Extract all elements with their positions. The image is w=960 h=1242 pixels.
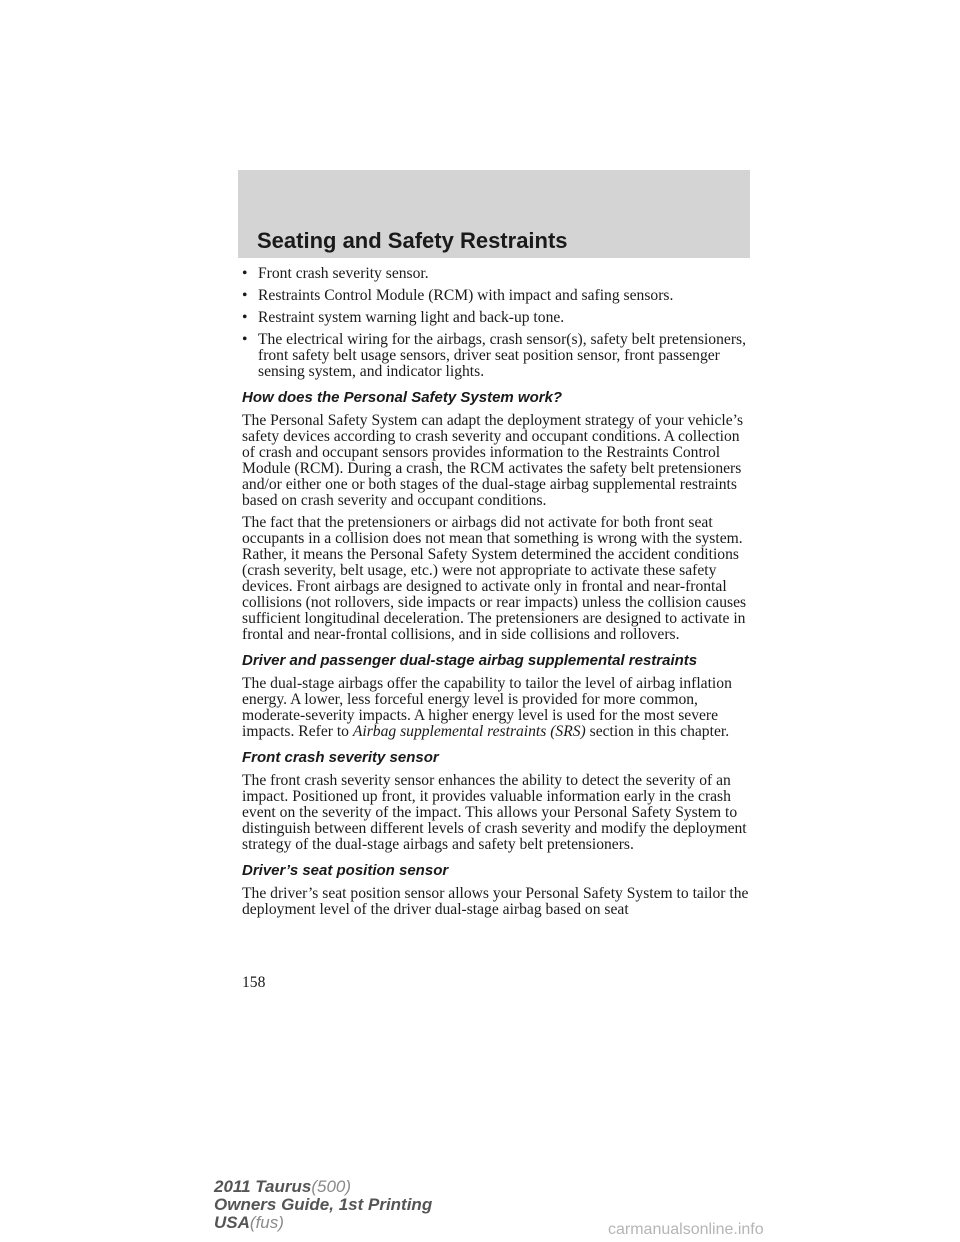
footer-region: USA (214, 1213, 250, 1232)
footer-line-region (214, 1214, 432, 1232)
footer-model-code: (500) (311, 1177, 352, 1196)
bullet-icon: • (242, 287, 248, 304)
bullet-icon: • (242, 309, 248, 326)
bullet-icon: • (242, 331, 248, 348)
section-heading-front-crash-sensor: Front crash severity sensor (242, 749, 439, 766)
paragraph: The driver’s seat position sensor allows your Personal Safety System to tailor the deployment level of the driver dual-stage airbag based on seat (242, 885, 749, 918)
bullet-icon: • (242, 265, 248, 282)
paragraph: The front crash severity sensor enhances the ability to detect the severity of an impact. Positioned up front, it provides valuable information early in the crash event on the severity of the impact. This allows your Personal Safety System to distinguish between different levels of crash severity and modify the deployment strategy of the dual-stage airbags and safety belt pretensioners. (242, 772, 747, 853)
footer-region-code: (fus) (249, 1213, 284, 1232)
list-item (242, 288, 754, 304)
paragraph: The Personal Safety System can adapt the deployment strategy of your vehicle’s safety devices according to crash severity and occupant conditions. A collection of crash and occupant sensors provides information to the Restraints Control Module (RCM). During a crash, the RCM activates the safety belt pretensioners and/or either one or both stages of the dual-stage airbag supplemental restraints based on crash severity and occupant conditions. (242, 412, 744, 509)
paragraph-text: The dual-stage airbags offer the capability to tailor the level of airbag inflation energy. A lower, less forceful energy level is provided for more common, moderate-severity impacts. A higher energy level is used for the most severe impacts. Refer to (242, 675, 732, 740)
print-footer (214, 1178, 432, 1232)
footer-line-model (214, 1178, 432, 1196)
page-number: 158 (242, 974, 266, 991)
footer-line-guide (214, 1196, 432, 1214)
footer-model: 2011 Taurus (214, 1177, 312, 1196)
section-heading-seat-position-sensor: Driver’s seat position sensor (242, 862, 449, 879)
section-heading-how-it-works: How does the Personal Safety System work? (242, 389, 563, 406)
paragraph (242, 676, 754, 740)
list-item (242, 332, 754, 380)
section-reference: Airbag supplemental restraints (SRS) (352, 723, 586, 740)
page-title: Seating and Safety Restraints (257, 228, 568, 253)
list-item-text: The electrical wiring for the airbags, crash sensor(s), safety belt pretensioners, front safety belt usage sensors, driver seat position sensor, front passenger sensing system, and indicator lights. (258, 331, 746, 380)
list-item (242, 310, 754, 326)
list-item (242, 266, 754, 282)
list-item-text: Restraints Control Module (RCM) with impact and safing sensors. (258, 287, 674, 304)
page-content (242, 266, 754, 924)
section-heading-dual-stage-airbags: Driver and passenger dual-stage airbag supplemental restraints (242, 652, 698, 669)
footer-guide: Owners Guide, 1st Printing (214, 1195, 433, 1214)
watermark-link[interactable]: carmanualsonline.info (608, 1221, 764, 1238)
list-item-text: Front crash severity sensor. (258, 265, 429, 282)
component-list (242, 266, 754, 380)
list-item-text: Restraint system warning light and back-up tone. (258, 309, 565, 326)
paragraph-text: section in this chapter. (585, 723, 730, 740)
paragraph: The fact that the pretensioners or airbags did not activate for both front seat occupants in a collision does not mean that something is wrong with the system. Rather, it means the Personal Safety System determined the accident conditions (crash severity, belt usage, etc.) were not appropriate to activate these safety devices. Front airbags are designed to activate only in frontal and near-frontal collisions (not rollovers, side impacts or rear impacts) unless the collision causes sufficient longitudinal deceleration. The pretensioners are designed to activate in frontal and near-frontal collisions, and in side collisions and rollovers. (242, 514, 747, 643)
